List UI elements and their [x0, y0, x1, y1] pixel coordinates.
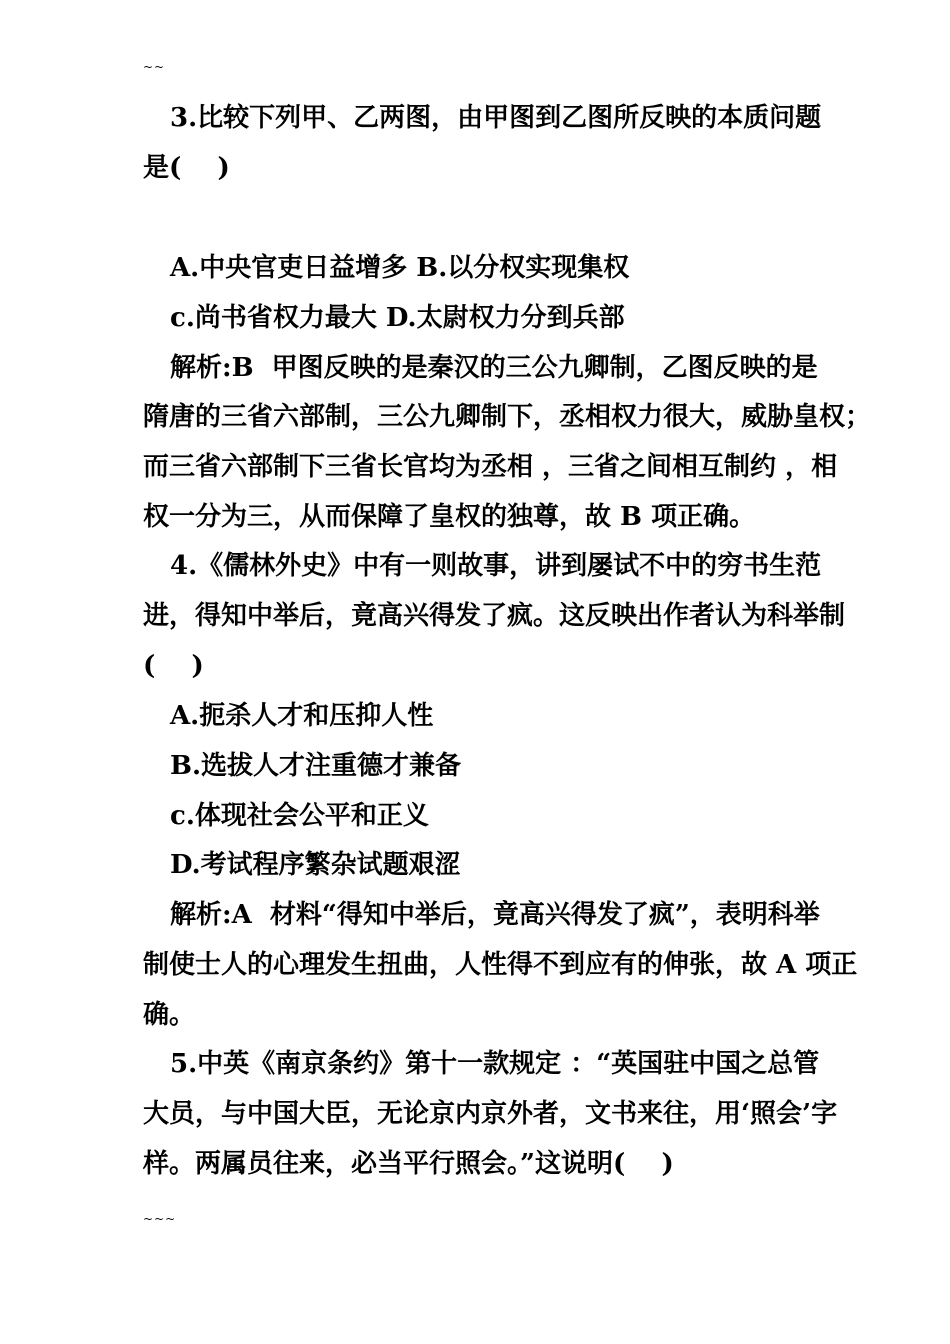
q4-option-d: D.考试程序繁杂试题艰涩	[170, 850, 461, 880]
q4-stem-line-1: 4.《儒林外史》中有一则故事，讲到屡试不中的穷书生范	[170, 551, 822, 581]
q3-stem-line-2: 是( )	[143, 153, 230, 183]
q5-stem-line-3: 样。两属员往来，必当平行照会。”这说明( )	[143, 1149, 674, 1179]
q3-stem-line-1: 3.比较下列甲、乙两图，由甲图到乙图所反映的本质问题	[170, 103, 822, 133]
q3-analysis-line-4: 权一分为三，从而保障了皇权的独尊，故 B 项正确。	[143, 502, 756, 532]
q4-option-c: c.体现社会公平和正义	[170, 801, 429, 831]
q4-option-b: B.选拔人才注重德才兼备	[170, 751, 462, 781]
footer-marker: ~~~	[143, 1212, 177, 1226]
q4-stem-line-2: 进，得知中举后，竟高兴得发了疯。这反映出作者认为科举制	[143, 601, 846, 631]
q3-options-line-2: c.尚书省权力最大 D.太尉权力分到兵部	[170, 303, 625, 333]
header-marker: ~~	[143, 60, 166, 74]
q5-stem-line-1: 5.中英《南京条约》第十一款规定 ：“英国驻中国之总管	[170, 1049, 820, 1079]
q4-analysis-line-1: 解析:A 材料“得知中举后，竟高兴得发了疯”，表明科举	[170, 900, 820, 930]
q4-option-a: A.扼杀人才和压抑人性	[170, 701, 434, 731]
q4-stem-line-3: ( )	[143, 651, 204, 681]
q3-analysis-line-1: 解析:B 甲图反映的是秦汉的三公九卿制，乙图反映的是	[170, 353, 818, 383]
q3-options-line-1: A.中央官吏日益增多 B.以分权实现集权	[170, 253, 630, 283]
q5-stem-line-2: 大员，与中国大臣，无论京内京外者，文书来往，用‘照会’字	[143, 1099, 838, 1129]
q3-analysis-line-3: 而三省六部制下三省长官均为丞相 ，三省之间相互制约 ，相	[143, 452, 838, 482]
q4-analysis-line-3: 确。	[143, 1000, 196, 1030]
q3-analysis-line-2: 隋唐的三省六部制，三公九卿制下，丞相权力很大，威胁皇权；	[143, 402, 872, 432]
q4-analysis-line-2: 制使士人的心理发生扭曲，人性得不到应有的伸张，故 A 项正	[143, 950, 858, 980]
